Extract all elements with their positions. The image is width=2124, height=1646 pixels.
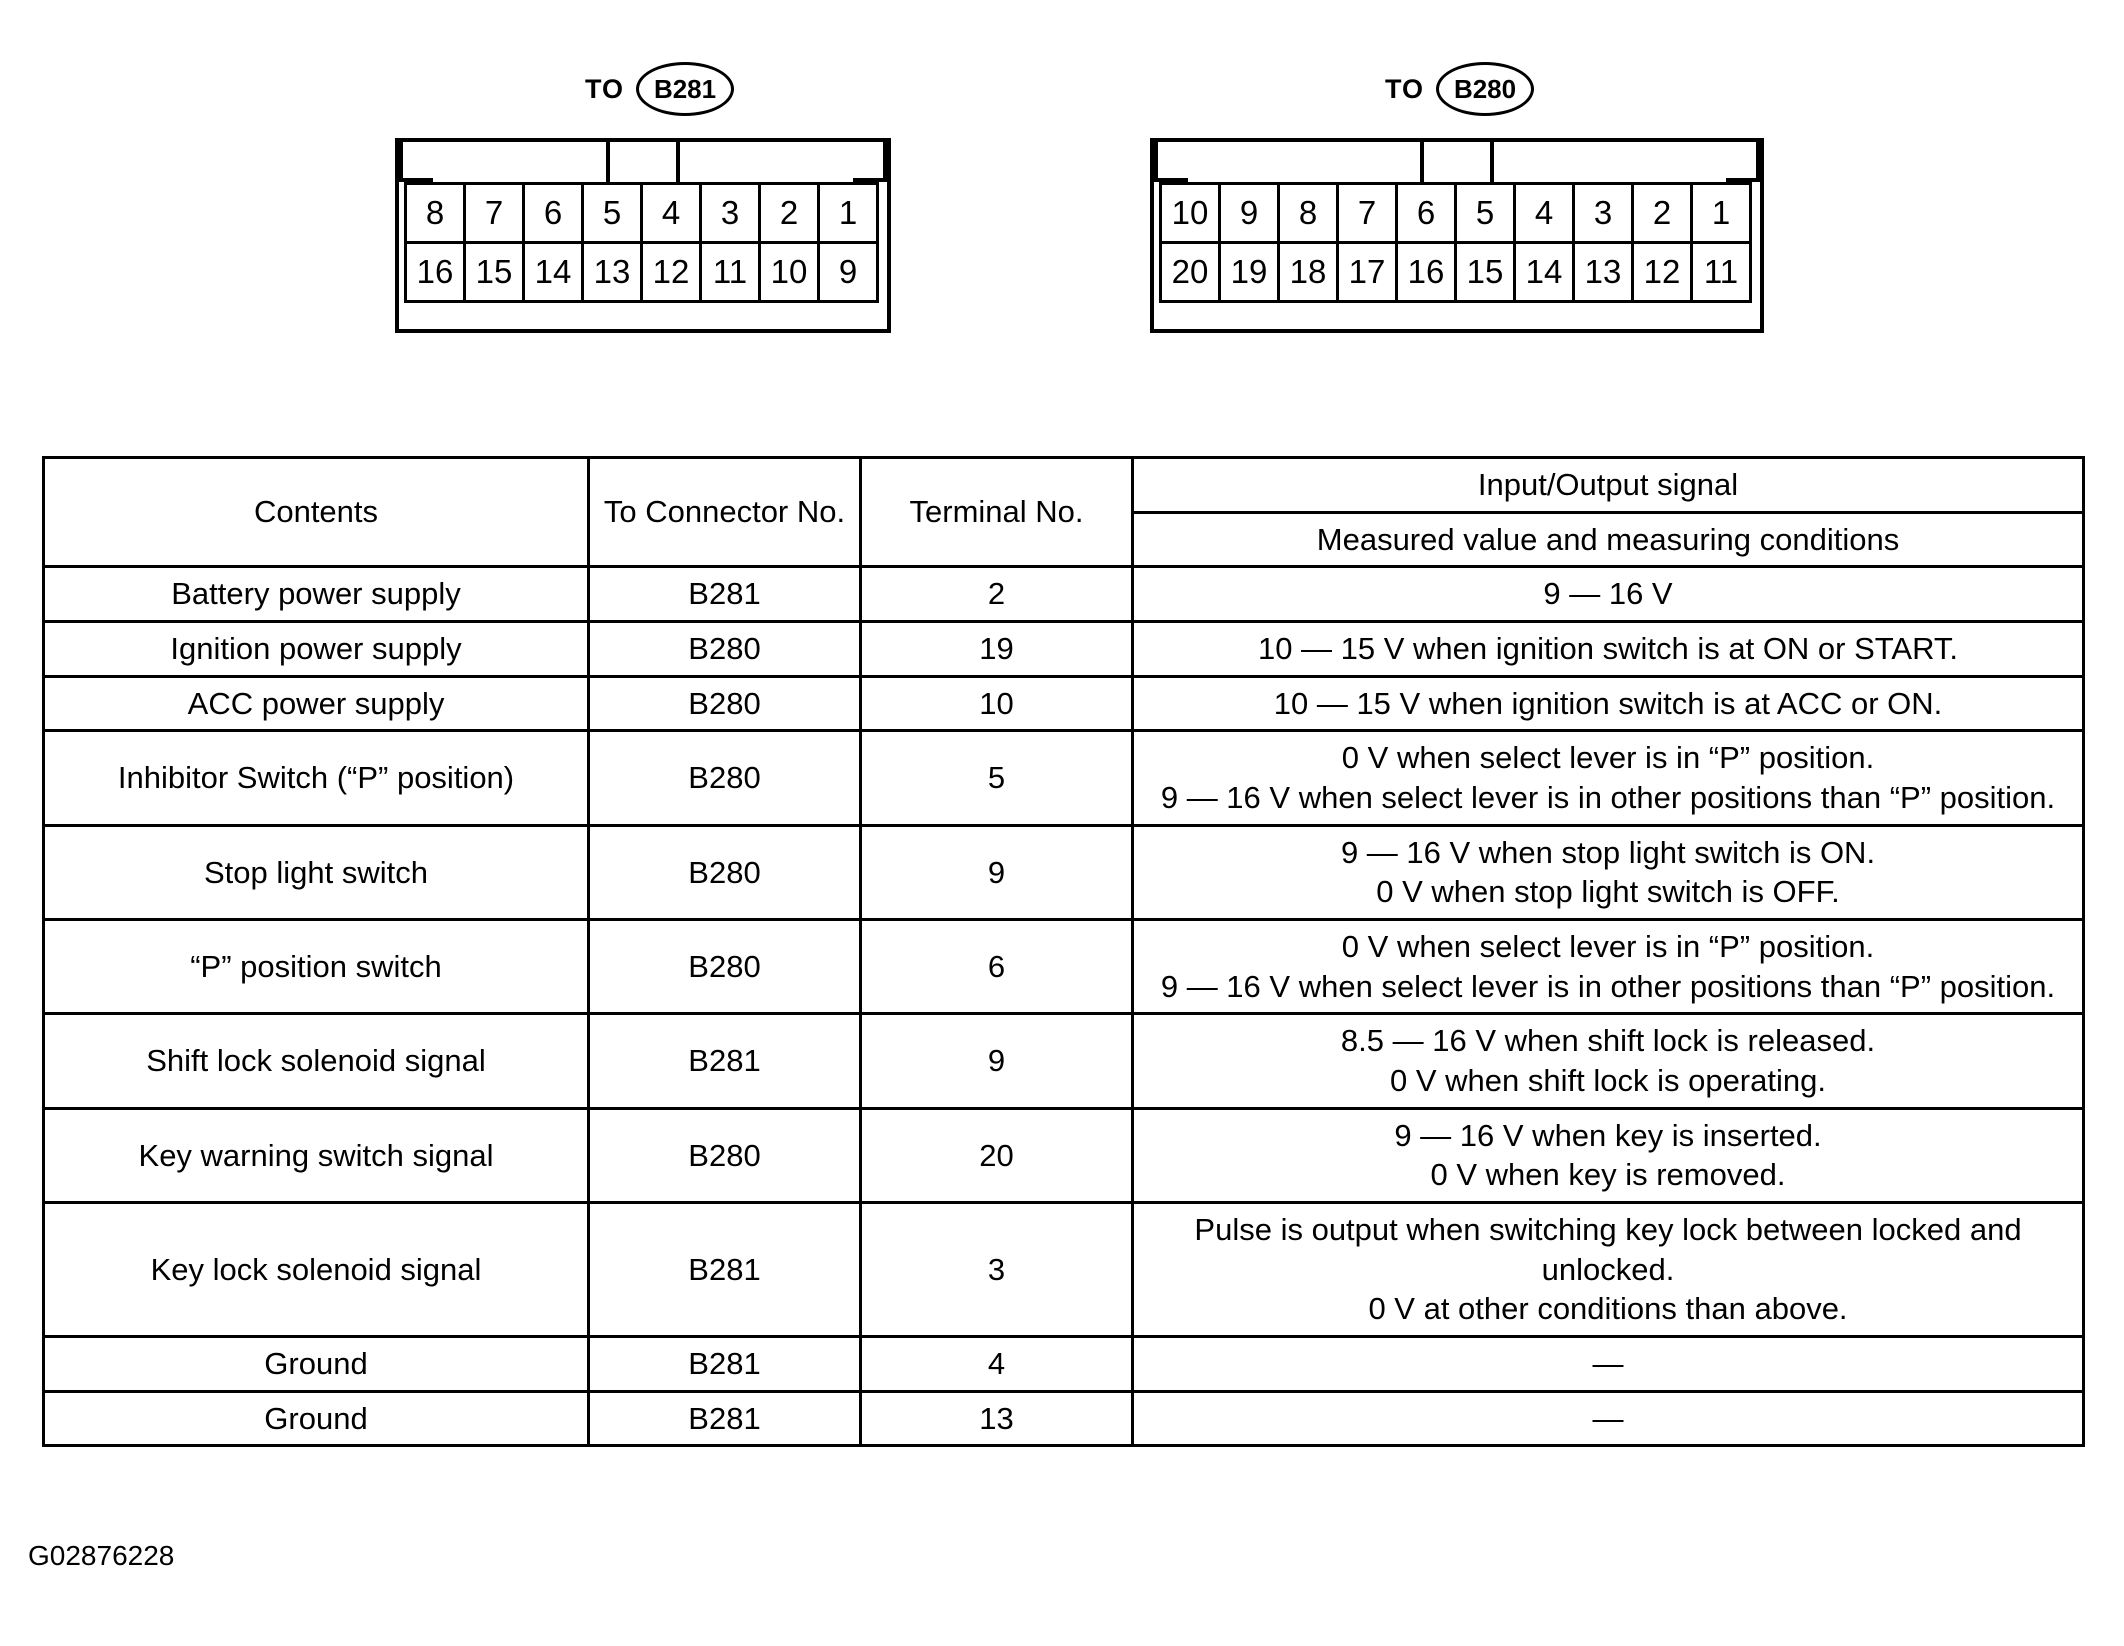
table-row <box>44 1203 2084 1337</box>
pin-cell: 15 <box>1454 241 1516 303</box>
cell-contents: “P” position switch <box>44 920 589 1014</box>
cell-connector: B281 <box>589 567 861 622</box>
cell-signal: 10 — 15 V when ignition switch is at ON or START. <box>1133 622 2084 677</box>
cell-connector: B281 <box>589 1203 861 1337</box>
table-row <box>44 676 2084 731</box>
cell-signal: 9 — 16 V when stop light switch is ON. 0 V when stop light switch is OFF. <box>1133 825 2084 919</box>
pin-cell: 15 <box>463 241 525 303</box>
pin-cell: 20 <box>1159 241 1221 303</box>
table-row <box>44 622 2084 677</box>
cell-terminal: 6 <box>861 920 1133 1014</box>
connector-diagram-b281 <box>395 62 891 333</box>
cell-signal: 10 — 15 V when ignition switch is at ACC or ON. <box>1133 676 2084 731</box>
connector-shell <box>1150 138 1764 333</box>
pin-cell: 1 <box>817 182 879 244</box>
cell-contents: Key warning switch signal <box>44 1108 589 1202</box>
cell-contents: Shift lock solenoid signal <box>44 1014 589 1108</box>
pin-cell: 12 <box>640 241 702 303</box>
connector-top-edge <box>399 138 887 182</box>
table-row <box>44 731 2084 825</box>
pin-cell: 5 <box>1454 182 1516 244</box>
cell-signal: 0 V when select lever is in “P” position. 9 — 16 V when select lever is in other positions than “P” position. <box>1133 920 2084 1014</box>
cell-contents: Ground <box>44 1391 589 1446</box>
top-center-bump <box>606 138 680 182</box>
table-row <box>44 920 2084 1014</box>
connector-label-b280 <box>1385 62 1764 116</box>
cell-terminal: 5 <box>861 731 1133 825</box>
cell-terminal: 10 <box>861 676 1133 731</box>
pin-cell: 11 <box>1690 241 1752 303</box>
cell-contents: Key lock solenoid signal <box>44 1203 589 1337</box>
pin-cell: 14 <box>522 241 584 303</box>
connector-name-badge: B280 <box>1436 62 1534 116</box>
table-row <box>44 825 2084 919</box>
cell-signal: Pulse is output when switching key lock between locked and unlocked. 0 V at other conditions than above. <box>1133 1203 2084 1337</box>
cell-contents: Ground <box>44 1337 589 1392</box>
cell-connector: B280 <box>589 920 861 1014</box>
connector-top-edge <box>1154 138 1760 182</box>
connector-diagrams <box>0 0 2124 430</box>
connector-body-b280 <box>1150 138 1764 333</box>
table-row <box>44 1014 2084 1108</box>
cell-signal: 9 — 16 V <box>1133 567 2084 622</box>
pin-cell: 18 <box>1277 241 1339 303</box>
header-signal-group: Input/Output signal <box>1133 458 2084 513</box>
cell-contents: Inhibitor Switch (“P” position) <box>44 731 589 825</box>
cell-terminal: 9 <box>861 1014 1133 1108</box>
figure-code: G02876228 <box>28 1540 175 1571</box>
cell-terminal: 4 <box>861 1337 1133 1392</box>
pin-cell: 3 <box>1572 182 1634 244</box>
table-row <box>44 1391 2084 1446</box>
notch-left <box>399 138 433 182</box>
pin-cell: 16 <box>1395 241 1457 303</box>
cell-connector: B280 <box>589 622 861 677</box>
cell-contents: Ignition power supply <box>44 622 589 677</box>
pin-cell: 13 <box>1572 241 1634 303</box>
cell-terminal: 13 <box>861 1391 1133 1446</box>
table-row <box>44 567 2084 622</box>
connector-body-b281 <box>395 138 891 333</box>
pin-cell: 10 <box>1159 182 1221 244</box>
pin-cell: 16 <box>404 241 466 303</box>
cell-signal: 8.5 — 16 V when shift lock is released. 0 V when shift lock is operating. <box>1133 1014 2084 1108</box>
pin-cell: 5 <box>581 182 643 244</box>
pin-cell: 6 <box>522 182 584 244</box>
connector-to-label: TO <box>585 73 625 104</box>
top-flat-left <box>1188 138 1420 182</box>
pin-cell: 8 <box>1277 182 1339 244</box>
header-to-connector-no: To Connector No. <box>589 458 861 567</box>
pin-cell: 14 <box>1513 241 1575 303</box>
table-row <box>44 1337 2084 1392</box>
pin-cell: 9 <box>1218 182 1280 244</box>
cell-connector: B280 <box>589 825 861 919</box>
connector-name-badge: B281 <box>636 62 734 116</box>
cell-connector: B280 <box>589 676 861 731</box>
cell-terminal: 3 <box>861 1203 1133 1337</box>
pin-cell: 11 <box>699 241 761 303</box>
pin-cell: 6 <box>1395 182 1457 244</box>
top-center-bump <box>1420 138 1494 182</box>
cell-contents: ACC power supply <box>44 676 589 731</box>
pin-cell: 13 <box>581 241 643 303</box>
header-signal-sub: Measured value and measuring conditions <box>1133 512 2084 567</box>
cell-signal: — <box>1133 1337 2084 1392</box>
cell-terminal: 2 <box>861 567 1133 622</box>
header-contents: Contents <box>44 458 589 567</box>
pin-cell: 7 <box>1336 182 1398 244</box>
pin-cell: 2 <box>1631 182 1693 244</box>
terminal-signal-table <box>42 456 2085 1447</box>
pin-row-bottom <box>407 244 879 303</box>
pin-cell: 10 <box>758 241 820 303</box>
table-row <box>44 1108 2084 1202</box>
pin-row-top <box>1162 182 1752 244</box>
pin-grid-b281 <box>399 182 887 329</box>
connector-shell <box>395 138 891 333</box>
cell-signal: 0 V when select lever is in “P” position. 9 — 16 V when select lever is in other positions than “P” position. <box>1133 731 2084 825</box>
pin-cell: 3 <box>699 182 761 244</box>
notch-right <box>1726 138 1760 182</box>
cell-terminal: 9 <box>861 825 1133 919</box>
pin-row-bottom <box>1162 244 1752 303</box>
top-flat-right <box>1494 138 1726 182</box>
header-terminal-no: Terminal No. <box>861 458 1133 567</box>
pin-cell: 9 <box>817 241 879 303</box>
table-header-row <box>44 458 2084 513</box>
top-flat-right <box>680 138 853 182</box>
pin-cell: 4 <box>640 182 702 244</box>
cell-connector: B281 <box>589 1391 861 1446</box>
cell-connector: B281 <box>589 1337 861 1392</box>
cell-connector: B281 <box>589 1014 861 1108</box>
pin-cell: 17 <box>1336 241 1398 303</box>
pin-cell: 7 <box>463 182 525 244</box>
cell-terminal: 20 <box>861 1108 1133 1202</box>
connector-label-b281 <box>585 62 891 116</box>
cell-contents: Battery power supply <box>44 567 589 622</box>
cell-connector: B280 <box>589 731 861 825</box>
pin-cell: 12 <box>1631 241 1693 303</box>
cell-connector: B280 <box>589 1108 861 1202</box>
cell-terminal: 19 <box>861 622 1133 677</box>
cell-contents: Stop light switch <box>44 825 589 919</box>
top-flat-left <box>433 138 606 182</box>
cell-signal: — <box>1133 1391 2084 1446</box>
connector-to-label: TO <box>1385 73 1425 104</box>
notch-left <box>1154 138 1188 182</box>
pin-cell: 4 <box>1513 182 1575 244</box>
notch-right <box>853 138 887 182</box>
pin-row-top <box>407 182 879 244</box>
pin-grid-b280 <box>1154 182 1760 329</box>
pin-cell: 1 <box>1690 182 1752 244</box>
pin-cell: 2 <box>758 182 820 244</box>
pin-cell: 19 <box>1218 241 1280 303</box>
cell-signal: 9 — 16 V when key is inserted. 0 V when key is removed. <box>1133 1108 2084 1202</box>
connector-diagram-b280 <box>1150 62 1764 333</box>
pin-cell: 8 <box>404 182 466 244</box>
